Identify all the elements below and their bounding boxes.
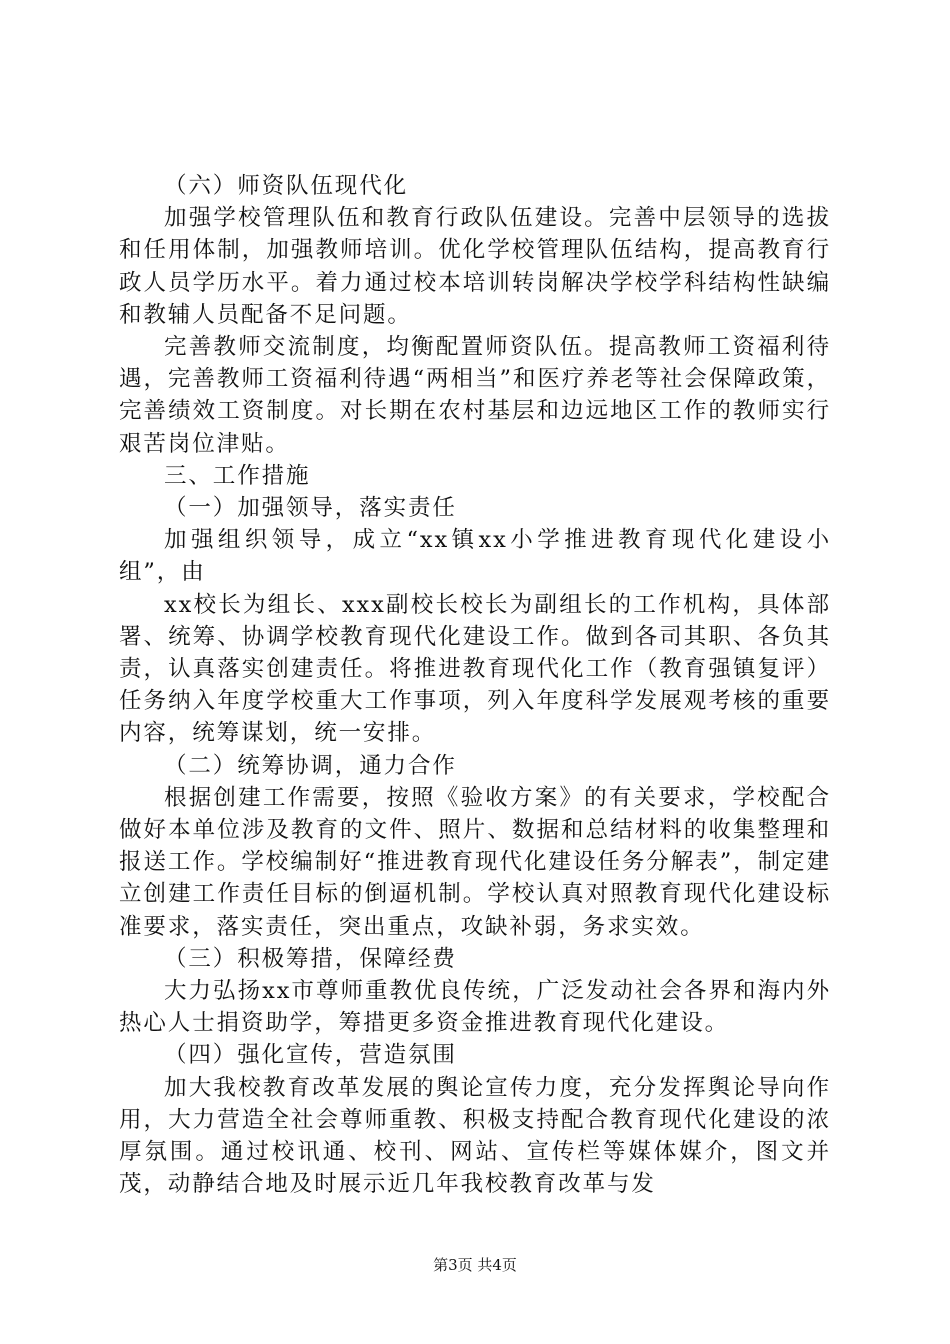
body-paragraph: 大力弘扬xx市尊师重教优良传统，广泛发动社会各界和海内外热心人士捐资助学，筹措更多资金推进教育现代化建设。	[119, 978, 831, 1037]
subsection-heading-two: （二）统筹协调，通力合作	[164, 752, 457, 779]
body-paragraph: 加强组织领导，成立“xx镇xx小学推进教育现代化建设小组”，由	[119, 527, 831, 586]
section-heading-measures: 三、工作措施	[164, 462, 311, 489]
document-body	[119, 170, 831, 1201]
body-paragraph: 加大我校教育改革发展的舆论宣传力度，充分发挥舆论导向作用，大力营造全社会尊师重教、积极支持配合教育现代化建设的浓厚氛围。通过校讯通、校刊、网站、宣传栏等媒体媒介，图文并茂，动静结合地及时展示近几年我校教育改革与发	[119, 1074, 831, 1198]
subsection-heading-four: （四）强化宣传，营造氛围	[164, 1042, 457, 1069]
body-paragraph: 完善教师交流制度，均衡配置师资队伍。提高教师工资福利待遇，完善教师工资福利待遇“两相当”和医疗养老等社会保障政策，完善绩效工资制度。对长期在农村基层和边远地区工作的教师实行艰苦岗位津贴。	[119, 334, 831, 457]
body-paragraph: 根据创建工作需要，按照《验收方案》的有关要求，学校配合做好本单位涉及教育的文件、照片、数据和总结材料的收集整理和报送工作。学校编制好“推进教育现代化建设任务分解表”，制定建立创建工作责任目标的倒逼机制。学校认真对照教育现代化建设标准要求，落实责任，突出重点，攻缺补弱，务求实效。	[119, 784, 831, 940]
subsection-heading-three: （三）积极筹措，保障经费	[164, 945, 457, 972]
body-paragraph: xx校长为组长、xxx副校长校长为副组长的工作机构，具体部署、统筹、协调学校教育现代化建设工作。做到各司其职、各负其责，认真落实创建责任。将推进教育现代化工作（教育强镇复评）任务纳入年度学校重大工作事项，列入年度科学发展观考核的重要内容，统筹谋划，统一安排。	[119, 591, 831, 747]
section-heading-six: （六）师资队伍现代化	[164, 173, 409, 199]
page-footer: 第3页 共4页	[433, 1256, 517, 1274]
subsection-heading-one: （一）加强领导，落实责任	[164, 495, 457, 522]
body-paragraph: 加强学校管理队伍和教育行政队伍建设。完善中层领导的选拔和任用体制，加强教师培训。优化学校管理队伍结构，提高教育行政人员学历水平。着力通过校本培训转岗解决学校学科结构性缺编和教辅人员配备不足问题。	[119, 205, 831, 328]
